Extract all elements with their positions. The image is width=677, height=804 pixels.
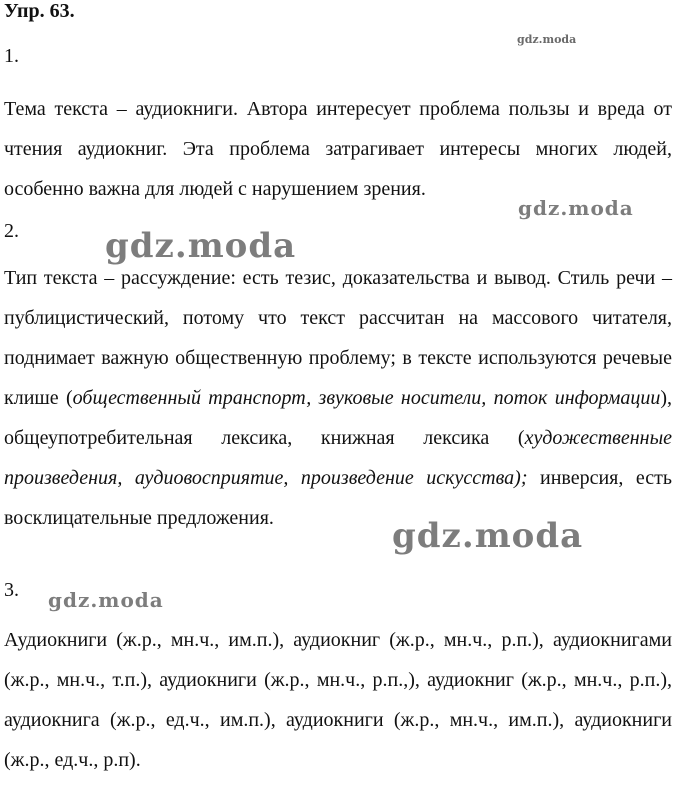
section-number-1: 1. bbox=[4, 45, 19, 67]
italic-examples: художественные произведения, аудиовосприятие, произведение искусства); bbox=[4, 427, 672, 489]
section-number-2: 2. bbox=[4, 220, 19, 242]
watermark-logo: gdz.moda bbox=[517, 33, 577, 46]
section-number-3: 3. bbox=[4, 579, 19, 601]
text-run: Тип текста – рассуждение: есть тезис, доказательства и вывод. Стиль речи – публицистический, потому что текст рассчитан на массового читателя, поднимает важную общественную проблему; в тексте используются речевые клише ( bbox=[4, 267, 672, 409]
italic-examples: общественный транспорт, звуковые носители, поток информации bbox=[72, 387, 661, 409]
section-text-2 bbox=[4, 258, 672, 538]
exercise-title: Упр. 63. bbox=[4, 0, 75, 22]
section-text-3: Аудиокниги (ж.р., мн.ч., им.п.), аудиокниг (ж.р., мн.ч., р.п.), аудиокнигами (ж.р., мн.ч., т.п.), аудиокниги (ж.р., мн.ч., р.п.,), аудиокниг (ж.р., мн.ч., р.п.), аудиокнига (ж.р., ед.ч., им.п.), аудиокниги (ж.р., мн.ч., им.п.), аудиокниги (ж.р., ед.ч., р.п). bbox=[4, 629, 672, 771]
section-text-1: Тема текста – аудиокниги. Автора интересует проблема пользы и вреда от чтения аудиокниг. Эта проблема затрагивает интересы многих людей, особенно важна для людей с нарушением зрения. bbox=[4, 98, 672, 200]
watermark-logo: gdz.moda bbox=[392, 516, 584, 556]
watermark-logo: gdz.moda bbox=[105, 226, 297, 266]
watermark-logo: gdz.moda bbox=[48, 588, 164, 612]
text-run: ), общеупотребительная лексика, книжная лексика ( bbox=[4, 387, 672, 449]
watermark-logo: gdz.moda bbox=[518, 196, 634, 220]
text-run: инверсия, есть восклицательные предложения. bbox=[4, 467, 672, 529]
